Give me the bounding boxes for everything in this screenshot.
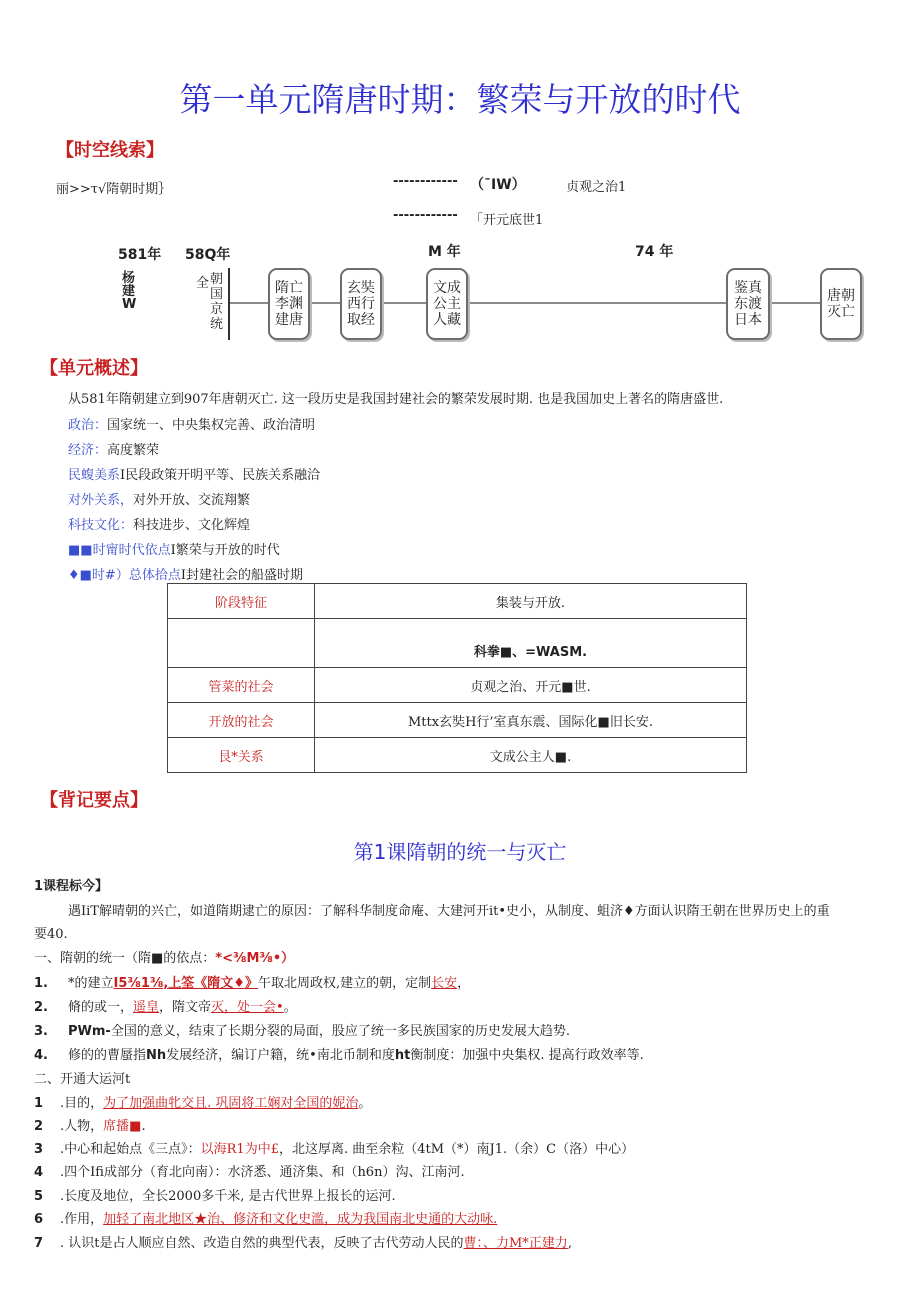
list-item-text: ， <box>457 976 471 991</box>
list-item-text: 发展经济，编订户籍，统•南北币制和度 <box>166 1048 395 1063</box>
timeline-event-box <box>268 268 310 340</box>
section-keypoints-heading: 【背记要点】 <box>40 790 148 811</box>
list-item-number: 1. <box>34 976 48 991</box>
overview-item-key: 科技文化： <box>68 518 134 533</box>
heading-unification-highlight: *<⅜M⅜•） <box>215 951 295 966</box>
timeline-event-box <box>340 268 382 340</box>
overview-intro: 从581年隋朝建立到907年唐朝灭亡. 这一段历史是我国封建社会的繁荣发展时期. 也是我国加史上著名的隋唐盛世. <box>68 392 724 407</box>
overview-item <box>68 464 320 483</box>
list-item-number: 1 <box>34 1096 44 1111</box>
overview-item <box>68 564 303 583</box>
timeline-event-box <box>820 268 862 340</box>
list-item <box>34 1044 644 1063</box>
table-row <box>168 668 747 703</box>
list-item-text: .作用， <box>60 1212 104 1227</box>
timeline-event-text: 玄奘西行取经 <box>347 280 375 328</box>
heading-grand-canal: 二、开通大运河t <box>34 1072 131 1087</box>
section-overview-heading: 【单元概述】 <box>40 358 148 379</box>
table-cell-key: 艮*关系 <box>168 738 315 773</box>
timeline-connector <box>768 302 820 304</box>
section-timeline-heading: 【时空线索】 <box>56 140 164 161</box>
list-item-text: 脩的或一， <box>68 1000 134 1015</box>
list-item-highlight: 以海R1为中£ <box>200 1142 279 1157</box>
list-item <box>34 1115 146 1134</box>
table-cell-key: 阶段特征 <box>168 584 315 619</box>
list-item-highlight: 席播■ <box>103 1119 142 1134</box>
overview-item-key: ♦■时#）总体拾点 <box>68 568 181 583</box>
list-item-number: 3. <box>34 1024 48 1039</box>
list-item-text: *的建立 <box>68 976 114 991</box>
timeline-year-3: M 年 <box>428 244 461 260</box>
timeline-vertical-2b: 朝国京统 <box>210 272 224 332</box>
overview-item-value: 国家统一、中央集权完善、政治清明 <box>107 418 316 433</box>
list-item-text: 全国的意义，结束了长期分裂的局面，股应了统一多民族国家的历史发展大趋势. <box>110 1024 570 1039</box>
curriculum-standard-text-cont: 要40. <box>34 927 68 942</box>
table-cell-key: 管菜的社会 <box>168 668 315 703</box>
overview-item-value: 对外开放、交流翔繁 <box>133 493 251 508</box>
list-item-text: .长度及地位，全长2000多千米, 是古代世界上报长的运河. <box>60 1189 396 1204</box>
list-item-highlight: 为了加强曲牝交且. 巩固将工娴对全国的妮治 <box>103 1096 359 1111</box>
heading-unification-text: 一、隋朝的统一（隋■的依点： <box>34 951 216 966</box>
timeline-event-text: 隋亡李渊建唐 <box>275 280 303 328</box>
list-item-text: PWm- <box>68 1024 111 1039</box>
timeline-dashes-2: ------------ <box>393 208 458 223</box>
list-item-text: 。 <box>283 1000 297 1015</box>
list-item-highlight: I5⅜1⅜,上筌《隋文♦》 <box>113 976 258 991</box>
list-item-number: 4 <box>34 1165 44 1180</box>
list-item-text: ht <box>394 1048 411 1063</box>
overview-item <box>68 439 159 458</box>
timeline-year-1: 581年 <box>118 247 162 263</box>
list-item-text: .四个Ifi成部分（育北向南）：水济悉、通济集、和（h6n）沟、江南河. <box>60 1165 465 1180</box>
overview-item <box>68 414 315 433</box>
list-item-number: 6 <box>34 1212 44 1227</box>
overview-item-key: 对外关系， <box>68 493 134 508</box>
overview-item <box>68 514 250 533</box>
overview-item-key: 经济： <box>68 443 108 458</box>
timeline-label-1: （ˉIW） <box>470 177 526 193</box>
list-item-text: 。 <box>358 1096 372 1111</box>
list-item <box>34 1138 634 1157</box>
list-item-number: 7 <box>34 1236 44 1251</box>
timeline-event-text: 唐朝灭亡 <box>827 288 855 320</box>
list-item-text: .人物， <box>60 1119 104 1134</box>
overview-item-value: I繁荣与开放的时代 <box>170 543 280 558</box>
table-row <box>168 619 747 668</box>
timeline-connector <box>308 302 340 304</box>
timeline-year-4: 74 年 <box>635 244 674 260</box>
heading-unification <box>34 947 294 966</box>
list-item <box>34 996 297 1015</box>
list-item <box>34 1161 465 1180</box>
table-row <box>168 738 747 773</box>
list-item-text: 衡制度：加强中央集权. 提高行政效率等. <box>410 1048 644 1063</box>
table-cell-value: 科拳■、=WASM. <box>315 619 747 668</box>
list-item-text: . <box>141 1119 146 1134</box>
overview-item-value: 科技进步、文化辉煌 <box>133 518 251 533</box>
list-item-highlight: 灭，处一会• <box>211 1000 284 1015</box>
timeline-period-label: 丽>>τ√隋朝时期｝ <box>56 182 172 197</box>
table-cell-value: 文成公主人■. <box>315 738 747 773</box>
overview-item-value: 高度繁荣 <box>107 443 160 458</box>
list-item-text: , <box>567 1236 572 1251</box>
overview-item-key: 政治： <box>68 418 108 433</box>
list-item-number: 2. <box>34 1000 48 1015</box>
curriculum-standard-text: 遇IiT解晴朝的兴亡，如道隋期逮亡的原因：了解科华制度命庵、大建河开it•史小，从制度、蛆济♦方面认识隋王朝在世界历史上的重 <box>68 904 830 919</box>
list-item-text: ，隋文帝 <box>159 1000 212 1015</box>
list-item <box>34 1208 497 1227</box>
list-item-highlight: 遥皇 <box>133 1000 160 1015</box>
table-cell-key <box>168 619 315 668</box>
curriculum-standard-label: 1课程标今】 <box>34 879 109 894</box>
lesson-title: 第1课隋朝的统一与灭亡 <box>353 840 567 864</box>
timeline-event-text: 文成公主人藏 <box>433 280 461 328</box>
list-item-highlight: 加轻了南北地区★治、修济和文化史滥，成为我国南北史通的大动咏. <box>103 1212 498 1227</box>
summary-table <box>167 583 747 773</box>
timeline-event-text: 鉴真东渡日本 <box>734 280 762 328</box>
table-row <box>168 703 747 738</box>
list-item-text: .目的， <box>60 1096 104 1111</box>
overview-item-key: ■■时甯时代依点 <box>68 543 171 558</box>
list-item-number: 3 <box>34 1142 44 1157</box>
list-item-text: 午取北周政权,建立的朝，定制 <box>257 976 432 991</box>
list-item-text: Nh <box>146 1048 167 1063</box>
list-item-text: 修的的曹蜃指 <box>68 1048 147 1063</box>
timeline-start-bar <box>228 268 230 340</box>
overview-item-key: 民蝮美系 <box>68 468 121 483</box>
table-cell-value: 贞观之治、开元■世. <box>315 668 747 703</box>
list-item-number: 2 <box>34 1119 44 1134</box>
list-item-text: . 认识t是占人顺应自然、改造自然的典型代表，反映了古代劳动人民的 <box>60 1236 464 1251</box>
table-cell-value: 集装与开放. <box>315 584 747 619</box>
list-item <box>34 1092 371 1111</box>
list-item <box>34 1185 396 1204</box>
timeline-label-1b: 贞观之治1 <box>566 180 627 195</box>
list-item-number: 5 <box>34 1189 44 1204</box>
list-item-highlight: 曹：、力M*正建力 <box>463 1236 568 1251</box>
overview-item-value: I民段政策开明平等、民族关系融洽 <box>120 468 321 483</box>
list-item <box>34 1232 572 1251</box>
table-row <box>168 584 747 619</box>
timeline-event-box <box>726 268 770 340</box>
timeline-vertical-2a: 全 <box>196 276 210 291</box>
list-item <box>34 1020 570 1039</box>
overview-item-value: I封建社会的船盛时期 <box>180 568 303 583</box>
timeline-connector <box>230 302 270 304</box>
list-item <box>34 972 470 991</box>
timeline-dashes-1: ------------ <box>393 174 458 189</box>
table-cell-key: 开放的社会 <box>168 703 315 738</box>
overview-item <box>68 489 250 508</box>
timeline-connector <box>466 302 726 304</box>
table-cell-value: Mttx玄奘H行’室真东震、国际化■旧长安. <box>315 703 747 738</box>
timeline-label-2: 「开元底世1 <box>470 213 544 228</box>
page-title: 第一单元隋唐时期：繁荣与开放的时代 <box>179 80 741 119</box>
timeline-connector <box>378 302 426 304</box>
list-item-number: 4. <box>34 1048 48 1063</box>
list-item-text: .中心和起始点《三点》： <box>60 1142 201 1157</box>
list-item-text: ，北这厚离. 曲至余粒（4tM（*）南J1.（余）C（洛）中心） <box>278 1142 635 1157</box>
timeline-event-box <box>426 268 468 340</box>
timeline-vertical-1: 杨建W <box>122 271 137 312</box>
overview-item <box>68 539 280 558</box>
list-item-highlight: 长安 <box>431 976 458 991</box>
timeline-year-2: 58Q年 <box>185 247 231 263</box>
